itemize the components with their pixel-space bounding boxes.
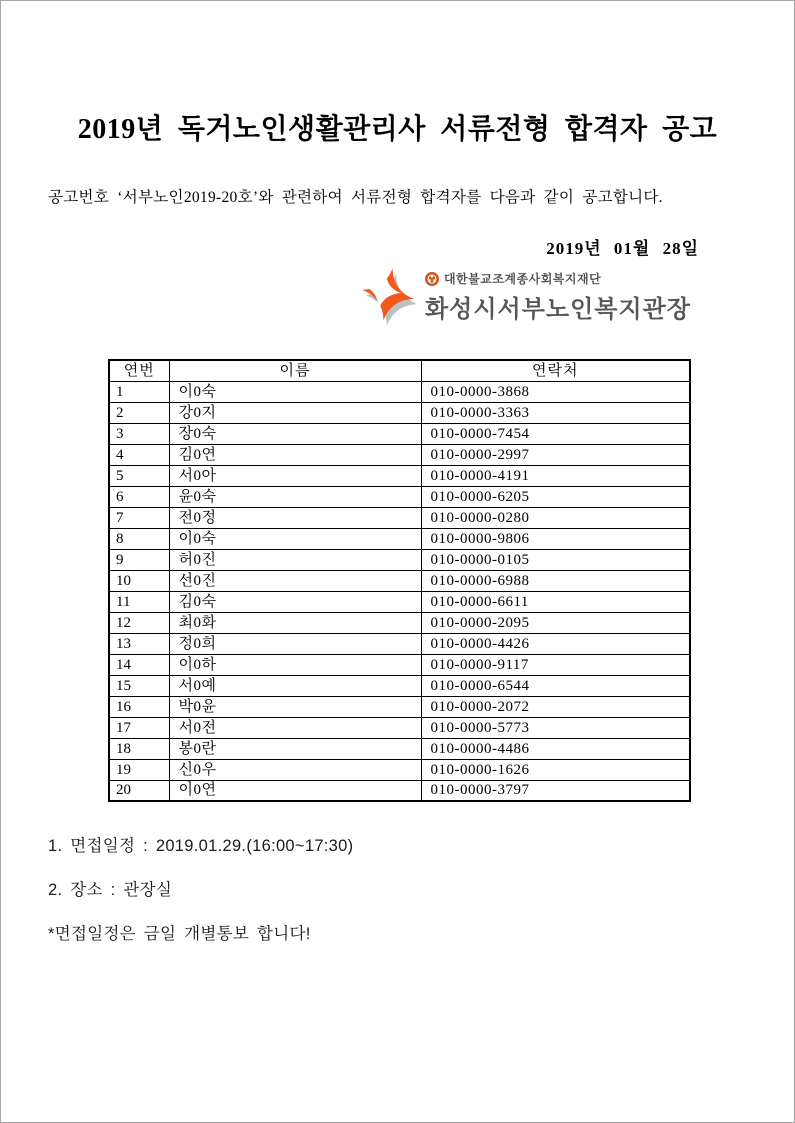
cell-number: 7: [109, 507, 169, 528]
cell-contact: 010-0000-2072: [421, 696, 690, 717]
cell-contact: 010-0000-5773: [421, 717, 690, 738]
cell-contact: 010-0000-2095: [421, 612, 690, 633]
table-row: [109, 444, 690, 465]
table-row: [109, 402, 690, 423]
col-header-contact: 연락처: [421, 360, 690, 381]
cell-name: 윤0숙: [169, 486, 421, 507]
table-row: [109, 717, 690, 738]
cell-number: 3: [109, 423, 169, 444]
star-logo-icon: [360, 263, 416, 331]
cell-name: 서0전: [169, 717, 421, 738]
applicant-table: [108, 359, 691, 802]
notes-section: [48, 835, 754, 967]
table-row: [109, 381, 690, 402]
cell-name: 이0연: [169, 780, 421, 801]
cell-name: 박0윤: [169, 696, 421, 717]
cell-number: 18: [109, 738, 169, 759]
cell-name: 전0정: [169, 507, 421, 528]
table-row: [109, 612, 690, 633]
cell-name: 봉0란: [169, 738, 421, 759]
cell-name: 서0예: [169, 675, 421, 696]
cell-number: 1: [109, 381, 169, 402]
cell-contact: 010-0000-6205: [421, 486, 690, 507]
cell-number: 20: [109, 780, 169, 801]
org-logo-text: [425, 270, 691, 324]
cell-contact: 010-0000-4426: [421, 633, 690, 654]
cell-contact: 010-0000-2997: [421, 444, 690, 465]
cell-contact: 010-0000-1626: [421, 759, 690, 780]
cell-contact: 010-0000-9806: [421, 528, 690, 549]
table-row: [109, 549, 690, 570]
cell-contact: 010-0000-4486: [421, 738, 690, 759]
cell-contact: 010-0000-6544: [421, 675, 690, 696]
cell-contact: 010-0000-0105: [421, 549, 690, 570]
org-name: 화성시서부노인복지관장: [424, 296, 691, 323]
applicant-table-body: [109, 381, 690, 801]
cell-contact: 010-0000-6611: [421, 591, 690, 612]
note-location: 2. 장소 : 관장실: [48, 881, 173, 899]
table-row: [109, 486, 690, 507]
applicant-table-header: [109, 360, 690, 381]
table-row: [109, 780, 690, 801]
cell-name: 정0희: [169, 633, 421, 654]
cell-number: 19: [109, 759, 169, 780]
table-row: [109, 738, 690, 759]
cell-number: 9: [109, 549, 169, 570]
cell-name: 서0아: [169, 465, 421, 486]
table-row: [109, 507, 690, 528]
cell-number: 2: [109, 402, 169, 423]
cell-number: 12: [109, 612, 169, 633]
cell-number: 16: [109, 696, 169, 717]
cell-name: 이0하: [169, 654, 421, 675]
cell-number: 4: [109, 444, 169, 465]
table-row: [109, 654, 690, 675]
cell-number: 6: [109, 486, 169, 507]
cell-contact: 010-0000-3363: [421, 402, 690, 423]
cell-contact: 010-0000-7454: [421, 423, 690, 444]
note-individual-notice: *면접일정은 금일 개별통보 합니다!: [48, 925, 311, 943]
table-row: [109, 591, 690, 612]
table-row: [109, 528, 690, 549]
table-row: [109, 465, 690, 486]
header-row: [109, 360, 690, 381]
cell-name: 강0지: [169, 402, 421, 423]
cell-number: 8: [109, 528, 169, 549]
table-row: [109, 675, 690, 696]
table-row: [109, 696, 690, 717]
intro-text: 공고번호 ‘서부노인2019-20호’와 관련하여 서류전형 합격자를 다음과 같이 공고합니다.: [48, 189, 663, 206]
org-foundation-line: [425, 270, 691, 287]
table-row: [109, 423, 690, 444]
cell-number: 17: [109, 717, 169, 738]
cell-number: 13: [109, 633, 169, 654]
table-row: [109, 570, 690, 591]
col-header-number: 연번: [109, 360, 169, 381]
cell-name: 이0숙: [169, 528, 421, 549]
org-foundation-name: 대한불교조계종사회복지재단: [443, 272, 602, 286]
cell-number: 10: [109, 570, 169, 591]
cell-name: 선0진: [169, 570, 421, 591]
cell-contact: 010-0000-6988: [421, 570, 690, 591]
org-logo: [360, 263, 691, 331]
cell-number: 15: [109, 675, 169, 696]
table-row: [109, 759, 690, 780]
table-row: [109, 633, 690, 654]
cell-contact: 010-0000-9117: [421, 654, 690, 675]
cell-name: 이0숙: [169, 381, 421, 402]
cell-name: 장0숙: [169, 423, 421, 444]
cell-number: 5: [109, 465, 169, 486]
cell-name: 신0우: [169, 759, 421, 780]
cell-name: 김0연: [169, 444, 421, 465]
announcement-date: 2019년 01월 28일: [546, 239, 699, 258]
cell-contact: 010-0000-3868: [421, 381, 690, 402]
page-title: 2019년 독거노인생활관리사 서류전형 합격자 공고: [77, 114, 718, 145]
col-header-name: 이름: [169, 360, 421, 381]
jogye-wheel-icon: [425, 272, 439, 286]
cell-number: 14: [109, 654, 169, 675]
cell-name: 김0숙: [169, 591, 421, 612]
cell-name: 최0화: [169, 612, 421, 633]
cell-number: 11: [109, 591, 169, 612]
cell-contact: 010-0000-0280: [421, 507, 690, 528]
note-interview-schedule: 1. 면접일정 : 2019.01.29.(16:00~17:30): [48, 837, 354, 855]
cell-contact: 010-0000-4191: [421, 465, 690, 486]
cell-contact: 010-0000-3797: [421, 780, 690, 801]
cell-name: 허0진: [169, 549, 421, 570]
